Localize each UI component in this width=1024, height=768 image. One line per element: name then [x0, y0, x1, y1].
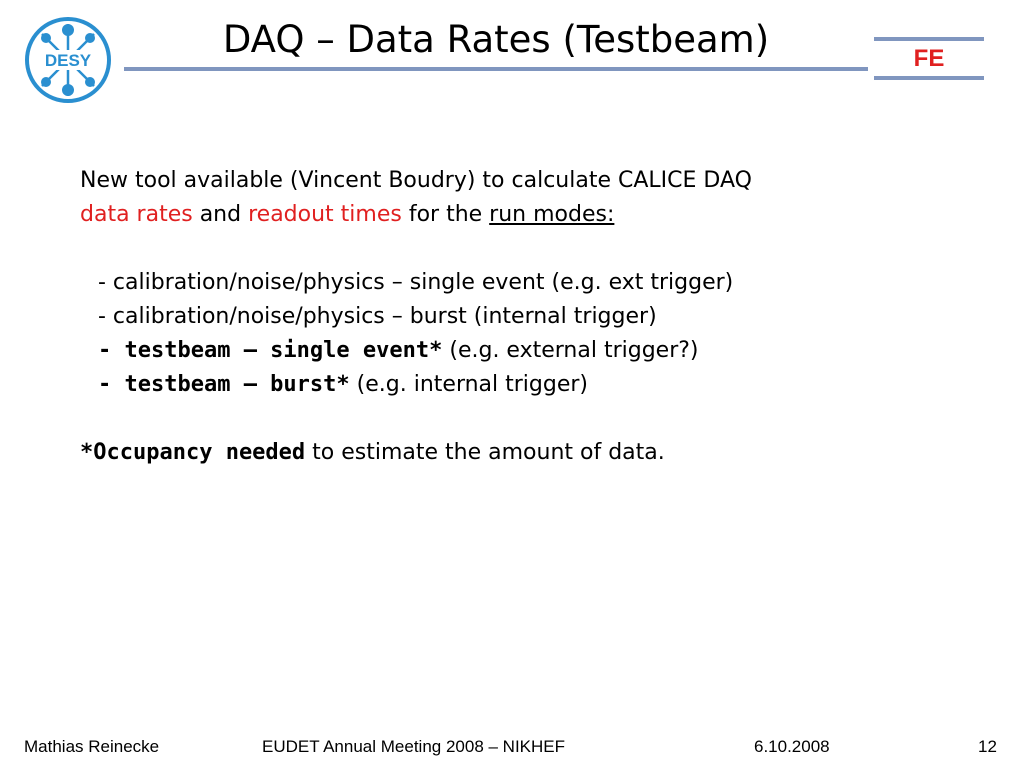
intro-line-1: New tool available (Vincent Boudry) to calculate CALICE DAQ — [80, 168, 752, 193]
data-rates-text: data rates — [80, 202, 193, 227]
footer-event: EUDET Annual Meeting 2008 – NIKHEF — [262, 737, 566, 756]
footer-page-number: 12 — [978, 737, 997, 756]
list-item — [80, 334, 980, 368]
list-item-text: (e.g. internal trigger) — [349, 372, 589, 397]
for-the-text: for the — [401, 202, 490, 227]
list-item — [80, 300, 980, 334]
list-item — [80, 368, 980, 402]
intro-line-2 — [80, 198, 980, 232]
badge-top-rule — [874, 37, 984, 41]
and-text: and — [192, 202, 249, 227]
footer-author: Mathias Reinecke — [24, 737, 160, 756]
readout-times-text: readout times — [248, 202, 402, 227]
occupancy-note-bold: *Occupancy needed — [80, 440, 306, 465]
run-modes-text: run modes: — [489, 202, 615, 227]
occupancy-note — [80, 436, 980, 470]
spacer — [80, 232, 980, 266]
list-item-text: - calibration/noise/physics – burst (internal trigger) — [98, 304, 657, 329]
list-item-text: (e.g. external trigger?) — [442, 338, 699, 363]
list-item — [80, 266, 980, 300]
occupancy-note-text: to estimate the amount of data. — [305, 440, 665, 465]
slide-body — [80, 164, 980, 470]
desy-logo-text: DESY — [44, 51, 92, 70]
desy-logo — [24, 16, 112, 104]
spacer — [80, 402, 980, 436]
badge-bottom-rule — [874, 76, 984, 80]
list-item-bold: - testbeam – single event* — [98, 338, 443, 363]
slide-title: DAQ – Data Rates (Testbeam) — [222, 18, 770, 61]
fe-badge: FE — [913, 45, 945, 72]
title-rule — [124, 67, 868, 71]
footer-date: 6.10.2008 — [754, 737, 830, 756]
list-item-bold: - testbeam – burst* — [98, 372, 350, 397]
list-item-text: - calibration/noise/physics – single event (e.g. ext trigger) — [98, 270, 734, 295]
